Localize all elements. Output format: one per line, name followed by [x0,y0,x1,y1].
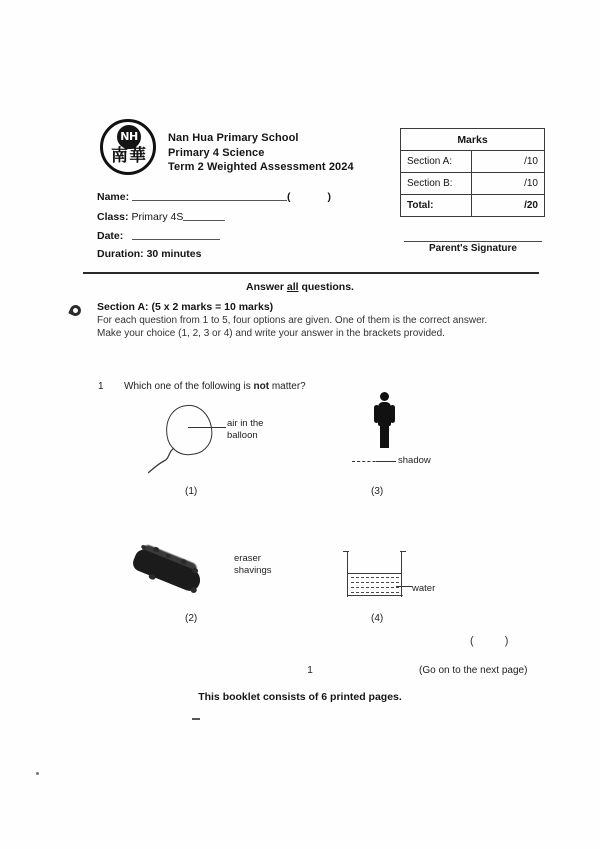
name-label: Name: [97,191,130,203]
answer-all-prefix: Answer [246,281,287,293]
section-a-instructions-line2: Make your choice (1, 2, 3 or 4) and write your answer in the brackets provided. [97,328,445,339]
question-stem [124,381,306,392]
date-field[interactable] [97,229,220,242]
table-row [401,151,545,173]
logo-chinese-name: 南華 [111,146,147,166]
shadow-leader-line [376,461,396,462]
question-stem-prefix: Which one of the following is [124,381,254,392]
answer-all-instruction [0,281,600,293]
water-fill-dashes [351,577,399,597]
go-on-next-page-note: (Go on to the next page) [419,665,528,676]
person-silhouette-icon [372,392,396,450]
marks-table-header: Marks [401,129,545,151]
subject-line: Primary 4 Science [168,146,265,159]
marks-row-value[interactable]: /10 [472,173,545,195]
option-3-label[interactable]: (3) [371,486,384,497]
marks-row-label: Section B: [401,173,472,195]
scan-smudge-artifact [68,303,83,318]
school-heading [168,131,354,175]
marks-table [400,128,545,217]
person-head [380,392,389,401]
question-stem-emphasis: not [253,381,270,392]
option-1-label[interactable]: (1) [185,486,198,497]
duration-field [97,248,201,260]
water-surface-line [348,573,402,574]
index-open-paren: ( [287,191,291,203]
option-2-caption: eraser shavings [234,553,272,576]
index-close-paren: ) [327,191,331,203]
beaker-icon [347,551,403,601]
question-number: 1 [98,381,104,392]
marks-row-label: Section A: [401,151,472,173]
marks-row-value[interactable]: /10 [472,151,545,173]
school-name: Nan Hua Primary School [168,132,299,144]
balloon-leader-line [188,427,226,428]
answer-all-underlined: all [286,281,299,293]
name-input-line[interactable] [132,190,287,201]
table-row [401,173,545,195]
header-divider [83,272,539,274]
option-3-caption: shadow [398,455,431,466]
booklet-note: This booklet consists of 6 printed pages. [198,691,402,703]
scan-dot-artifact [36,772,39,775]
eraser-shavings-icon [128,540,209,602]
signature-line[interactable] [404,241,542,242]
school-logo [100,119,162,181]
duration-label: Duration: [97,248,144,260]
table-row [401,129,545,151]
class-label: Class: [97,211,129,223]
class-input-line[interactable] [183,210,225,221]
person-legs [380,424,389,448]
person-torso [378,402,391,426]
balloon-string-icon [148,446,176,474]
answer-all-suffix: questions. [298,281,354,293]
water-leader-line [396,586,412,587]
marks-total-label: Total: [401,195,472,217]
parent-signature-label: Parent's Signature [429,243,517,254]
assessment-line: Term 2 Weighted Assessment 2024 [168,161,354,173]
class-field[interactable] [97,210,225,223]
logo-initials: NH [117,125,141,149]
section-a-instructions-line1: For each question from 1 to 5, four options are given. One of them is the correct answer. [97,315,488,326]
class-value: Primary 4S [131,211,184,223]
option-1-caption: air in the balloon [227,418,264,441]
section-a-instructions [97,314,527,340]
answer-brackets[interactable]: ( ) [470,635,523,647]
question-stem-suffix: matter? [269,381,306,392]
scan-dash-artifact [192,718,200,720]
date-label: Date: [97,230,124,242]
page-number: 1 [307,665,313,676]
marks-total-value[interactable]: /20 [472,195,545,217]
date-input-line[interactable] [132,229,220,240]
table-row [401,195,545,217]
water-dash-row [351,592,399,597]
option-4-caption: water [412,583,436,594]
section-a-title: Section A: (5 x 2 marks = 10 marks) [97,301,274,313]
option-4-label[interactable]: (4) [371,613,384,624]
option-2-label[interactable]: (2) [185,613,198,624]
duration-value: 30 minutes [146,248,202,260]
name-field[interactable] [97,190,331,203]
